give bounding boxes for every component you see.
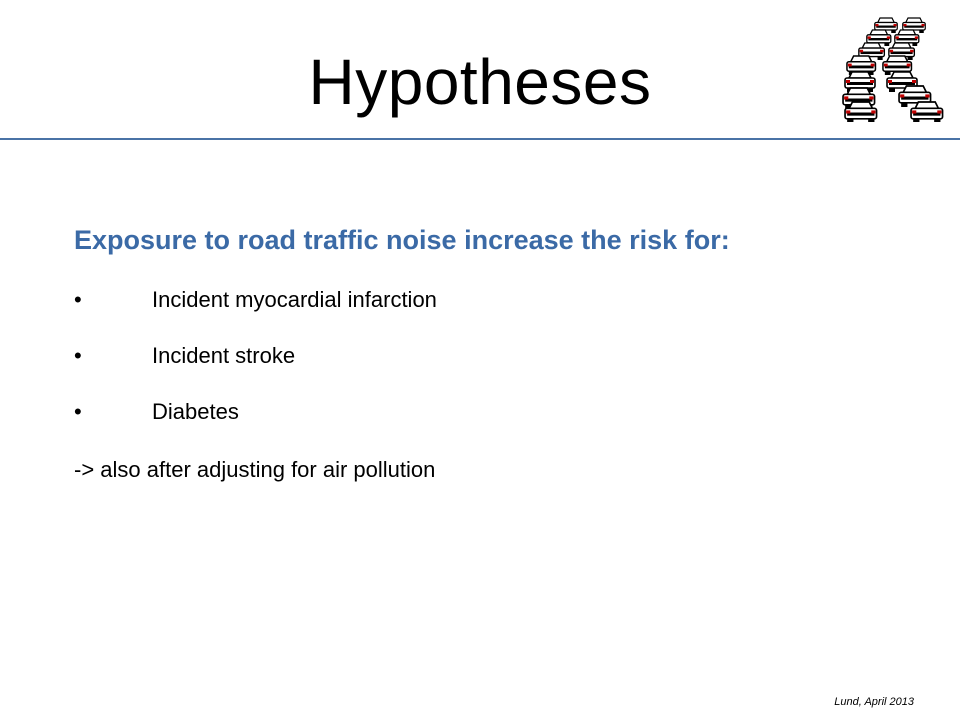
bullet-marker: •	[74, 399, 82, 424]
title-divider	[0, 138, 960, 140]
list-item-label: Incident stroke	[152, 343, 296, 368]
hypotheses-list	[74, 280, 934, 448]
slide-footer: Lund, April 2013	[834, 696, 914, 708]
list-item-label: Incident myocardial infarction	[152, 287, 437, 312]
list-item	[74, 280, 934, 336]
slide-title: Hypotheses	[308, 46, 652, 118]
list-item	[74, 392, 934, 448]
slide-heading: Exposure to road traffic noise increase the risk for:	[74, 225, 730, 255]
traffic-jam-cars-icon	[836, 14, 948, 122]
list-item	[74, 336, 934, 392]
bullet-marker: •	[74, 343, 82, 368]
adjustment-note: -> also after adjusting for air pollution	[74, 457, 436, 482]
list-item-label: Diabetes	[152, 399, 239, 424]
slide-body	[74, 218, 934, 490]
bullet-marker: •	[74, 287, 82, 312]
